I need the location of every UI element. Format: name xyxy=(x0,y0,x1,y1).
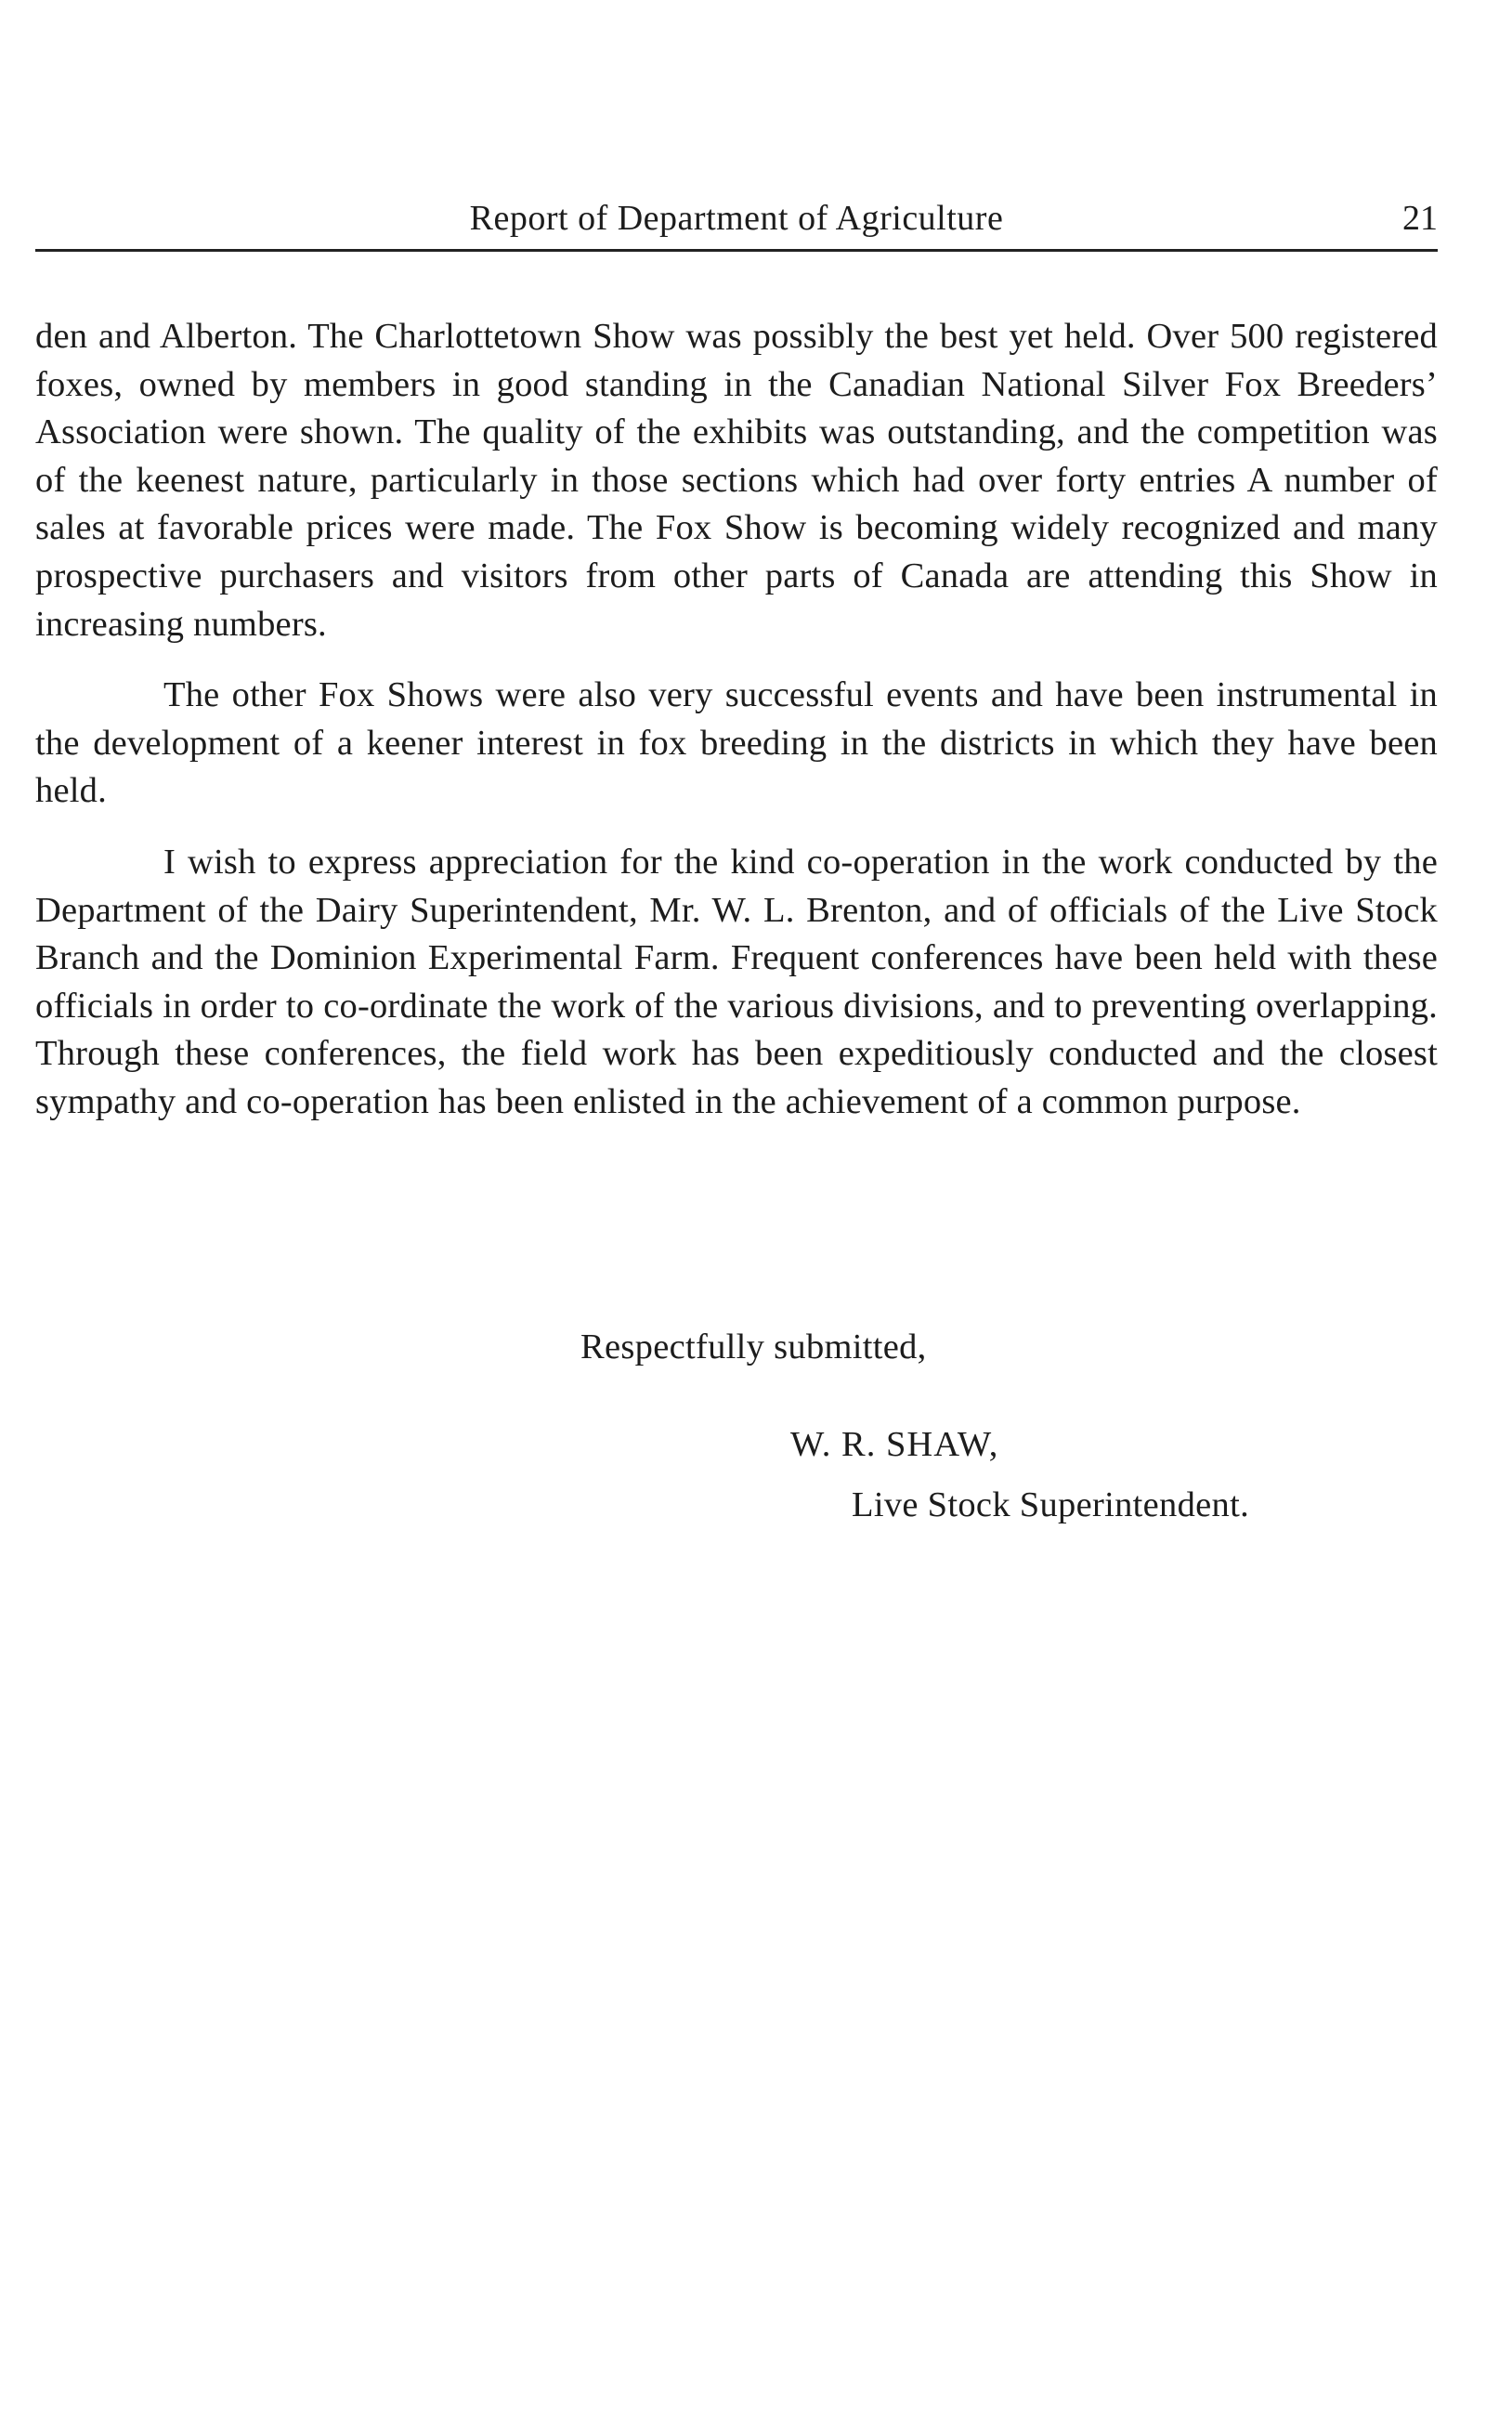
running-title: Report of Department of Agriculture xyxy=(469,199,1004,238)
paragraph-continued: den and Alberton. The Charlottetown Show was possibly the best yet held. Over 500 registered foxes, owned by members in good standing in the Canadian National Silver Fox Breeders’ Association were shown. The quality of the exhibits was outstanding, and the competition was of the keenest nature, particularly in those sections which had over forty entries A number of sales at favorable prices were made. The Fox Show is becoming widely recognized and many prospective purchasers and visitors from other parts of Canada are attending this Show in increasing numbers. xyxy=(35,317,1438,644)
signer-title: Live Stock Superintendent. xyxy=(852,1485,1250,1524)
signer-name: W. R. SHAW, xyxy=(790,1425,999,1464)
header-rule xyxy=(35,249,1438,252)
paragraph-appreciation: I wish to express appreciation for the kind co-operation in the work conducted by the Department of the Dairy Superintendent, Mr. W. L. Brenton, and of officials of the Live Stock Branch and the Dominion Experimental Farm. Frequent conferences have been held with these officials in order to co-ordinate the work of the various divisions, and to preventing overlapping. Through these conferences, the field work has been expeditiously conducted and the closest sympathy and co-operation has been enlisted in the achievement of a common purpose. xyxy=(35,842,1438,1121)
body-text xyxy=(35,313,1438,1127)
running-header xyxy=(35,190,1438,246)
paragraph-fox-shows: The other Fox Shows were also very successful events and have been instrumental in the development of a keener interest in fox breeding in the districts in which they have been held. xyxy=(35,675,1438,811)
closing-line: Respectfully submitted, xyxy=(580,1327,927,1366)
page-number: 21 xyxy=(1402,199,1438,238)
